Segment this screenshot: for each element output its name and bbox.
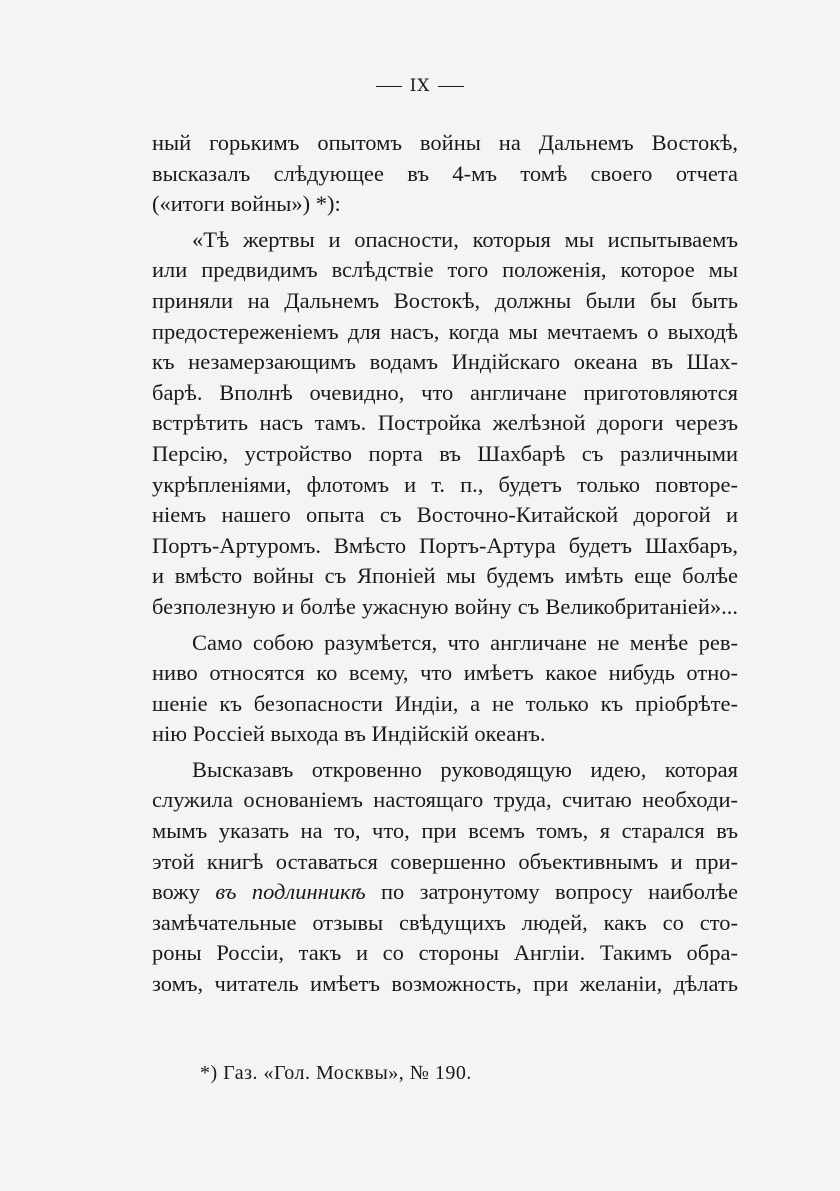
text-line: нію Россіей выхода въ Индійскій океанъ.: [152, 721, 546, 747]
text-line: предостереженіемъ для насъ, когда мы мечтаемъ о выходѣ: [152, 318, 738, 344]
body-text: [152, 128, 738, 1000]
text-line: [152, 877, 738, 908]
text-line: приняли на Дальнемъ Востокѣ, должны были бы быть: [152, 287, 738, 313]
text-line: Высказавъ откровенно руководящую идею, которая: [192, 756, 738, 782]
text-line: къ незамерзающимъ водамъ Индійскаго океана въ Шах-: [152, 349, 738, 375]
text-line: высказалъ слѣдующее въ 4-мъ томѣ своего отчета: [152, 160, 738, 186]
page-header: [0, 76, 840, 96]
text-line: ный горькимъ опытомъ войны на Дальнемъ Востокѣ,: [152, 130, 738, 155]
text-line: безполезную и болѣе ужасную войну съ Великобританіей»...: [152, 593, 738, 619]
page-number: IX: [409, 76, 431, 96]
text-line: Персію, устройство порта въ Шахбарѣ съ различными: [152, 440, 738, 466]
text-line: зомъ, читатель имѣетъ возможность, при желаніи, дѣлать: [152, 971, 738, 997]
text-line: встрѣтить насъ тамъ. Постройка желѣзной дороги черезъ: [152, 410, 738, 436]
text-line: шеніе къ безопасности Индіи, а не только къ пріобрѣте-: [152, 690, 738, 716]
italic-emphasis: въ подлинникѣ: [215, 879, 366, 905]
text-line: укрѣпленіями, флотомъ и т. п., будетъ только повторе-: [152, 471, 738, 497]
text-line: Само собою разумѣется, что англичане не менѣе рев-: [192, 629, 738, 655]
text-line: замѣчательные отзывы свѣдущихъ людей, какъ со сто-: [152, 909, 738, 935]
text-line: Портъ-Артуромъ. Вмѣсто Портъ-Артура будетъ Шахбаръ,: [152, 532, 738, 558]
text-line: или предвидимъ вслѣдствіе того положенія, которое мы: [152, 257, 738, 283]
header-dash-right: [438, 86, 464, 87]
text-line: мымъ указать на то, что, при всемъ томъ, я старался въ: [152, 818, 738, 844]
text-line: ніемъ нашего опыта съ Восточно-Китайской дорогой и: [152, 502, 738, 528]
text-line: этой книгѣ оставаться совершенно объективнымъ и при-: [152, 848, 738, 874]
text-line: барѣ. Вполнѣ очевидно, что англичане приготовляются: [152, 379, 738, 405]
text-fragment: по затронутому вопросу наиболѣе: [380, 879, 739, 905]
text-line: («итоги войны») *):: [152, 191, 341, 217]
text-line: «Тѣ жертвы и опасности, которыя мы испытываемъ: [192, 226, 738, 252]
text-line: служила основаніемъ настоящаго труда, считаю необходи-: [152, 787, 738, 813]
text-line: ниво относятся ко всему, что имѣетъ какое нибудь отно-: [152, 660, 738, 686]
text-fragment: вожу: [152, 879, 200, 905]
header-dash-left: [376, 86, 402, 87]
text-line: и вмѣсто войны съ Японіей мы будемъ имѣть еще болѣе: [152, 563, 738, 589]
footnote: *) Газ. «Гол. Москвы», № 190.: [200, 1062, 472, 1084]
text-line: роны Россіи, такъ и со стороны Англіи. Такимъ обра-: [152, 940, 738, 966]
